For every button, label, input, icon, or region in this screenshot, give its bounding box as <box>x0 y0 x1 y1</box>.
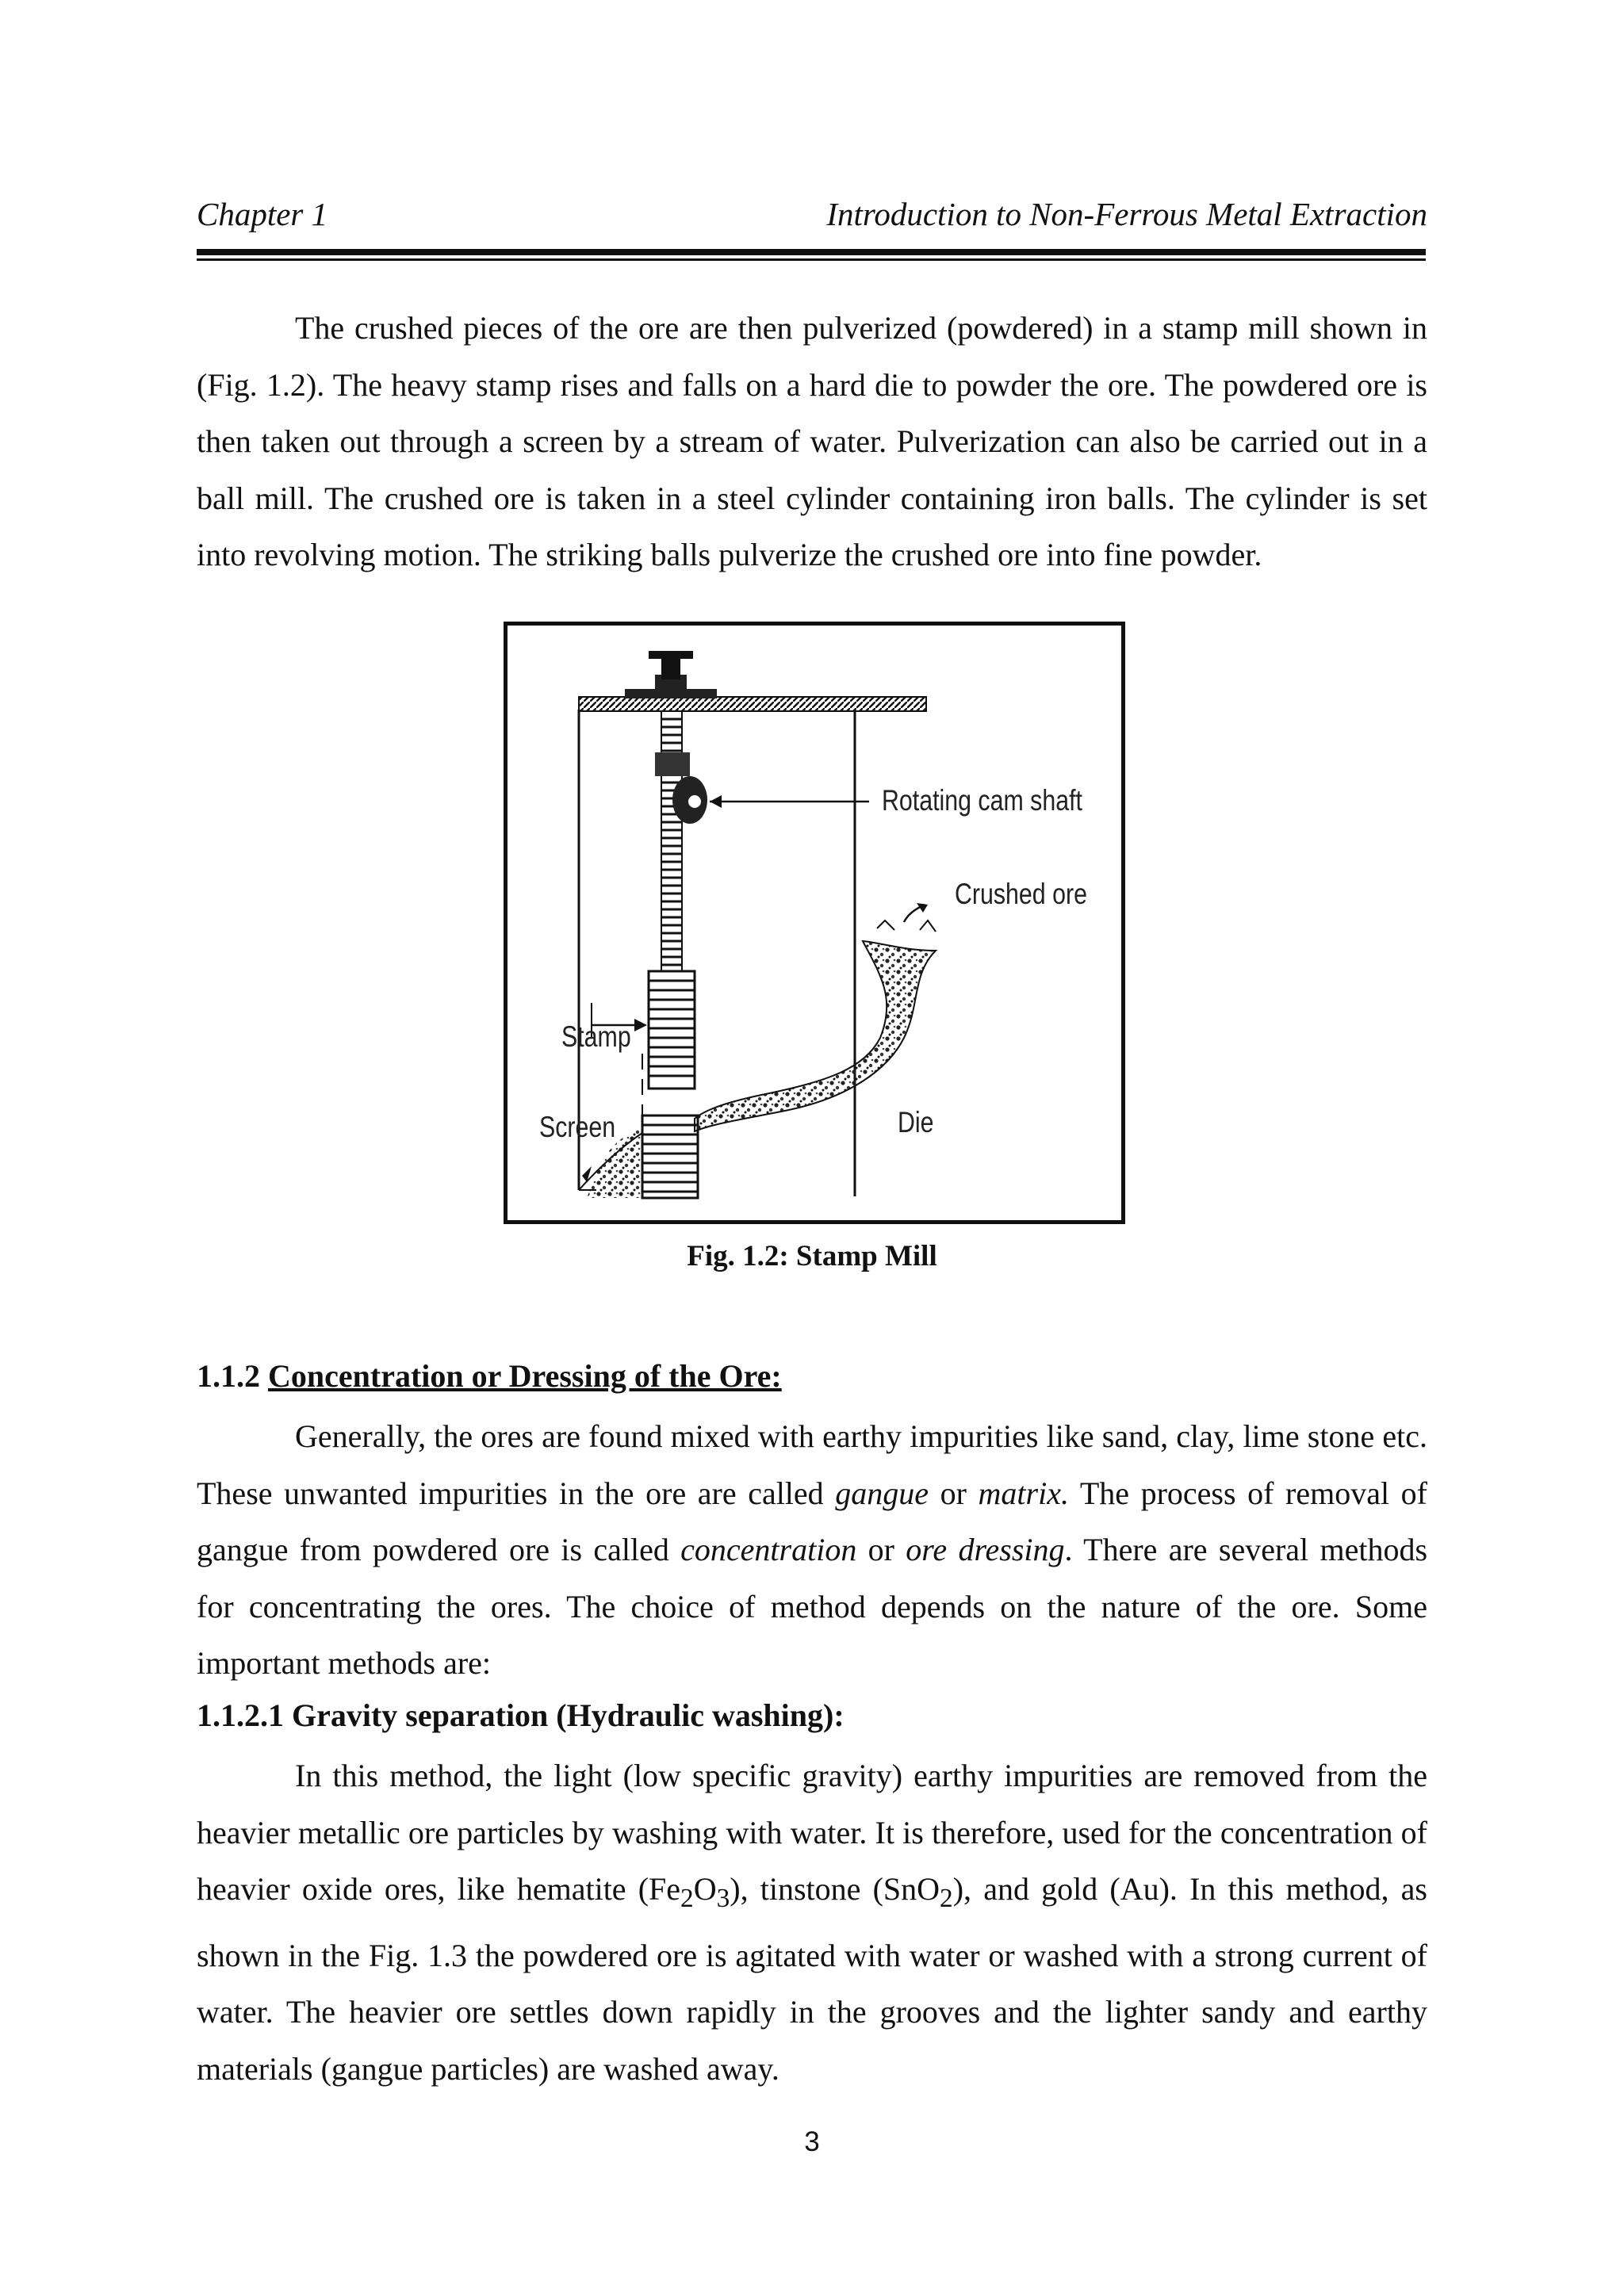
page-number: 3 <box>804 2126 820 2157</box>
header-rule-thick <box>197 249 1426 255</box>
section-title: Concentration or Dressing of the Ore: <box>268 1358 782 1394</box>
running-header <box>197 190 1427 238</box>
section-heading-1-1-2 <box>197 1357 782 1395</box>
text-run: or <box>856 1532 906 1567</box>
intro-paragraph: The crushed pieces of the ore are then pulverized (powdered) in a stamp mill shown in (Fig. 1.2). The heavy stamp rises and falls on a hard die to powder the ore. The powdered ore is then taken out through a screen by a stream of water. Pulverization can also be carried out in a ball mill. The crushed ore is taken in a steel cylinder containing iron balls. The cylinder is set into revolving motion. The striking balls pulverize the crushed ore into fine powder. <box>197 310 1427 572</box>
term-ore-dressing: ore dressing <box>906 1532 1065 1567</box>
label-rotating-cam-shaft: Rotating cam shaft <box>882 784 1082 817</box>
ore-chute <box>695 903 936 1131</box>
text-run: The process of removal of gangue from powdered ore is called <box>197 1475 1428 1567</box>
stamp-mill-figure <box>504 622 1125 1224</box>
text-run: O <box>693 1871 717 1907</box>
header-rule-thin <box>197 258 1426 261</box>
stamp-top-handle <box>625 651 717 698</box>
concentration-paragraph <box>197 1408 1427 1692</box>
section-heading-1-1-2-1: 1.1.2.1 Gravity separation (Hydraulic washing): <box>197 1697 845 1733</box>
header-title: Introduction to Non-Ferrous Metal Extraction <box>826 196 1427 232</box>
text-run: In this method, the light (low specific gravity) earthy impurities are removed from the heavier metallic ore particles by washing with water. It is therefore, used for the concentration of heavier oxide ores, like hematite (Fe <box>197 1758 1427 1907</box>
subscript: 2 <box>680 1884 694 1913</box>
cam-shaft <box>672 776 869 824</box>
subscript: 2 <box>940 1884 953 1913</box>
text-run: or <box>929 1475 979 1511</box>
text-run: ), and gold (Au). In this method, as shown in the Fig. 1.3 the powdered ore is agitated with water or washed with a strong current of water. The heavier ore settles down rapidly in the grooves and the lighter sandy and earthy materials (gangue particles) are washed away. <box>197 1871 1427 2087</box>
term-matrix: matrix. <box>978 1475 1069 1511</box>
text-run: . There are several methods for concentrating the ores. The choice of method depends on the nature of the ore. Some important methods are: <box>197 1532 1428 1681</box>
stamp-stem <box>655 711 690 973</box>
gravity-separation-paragraph <box>197 1747 1427 2097</box>
label-die: Die <box>898 1106 934 1138</box>
figure-caption: Fig. 1.2: Stamp Mill <box>687 1240 937 1272</box>
term-gangue: gangue <box>835 1475 929 1511</box>
term-concentration: concentration <box>680 1532 857 1567</box>
label-stamp: Stamp <box>561 1020 631 1053</box>
stamp-block <box>649 971 695 1089</box>
label-crushed-ore: Crushed ore <box>955 878 1087 910</box>
text-run: ), tinstone (SnO <box>730 1871 940 1907</box>
section-number: 1.1.2 <box>197 1358 260 1394</box>
text-run: Generally, the ores are found mixed with earthy impurities like sand, clay, lime stone etc. These unwanted impurities in the ore are called <box>197 1418 1427 1511</box>
header-chapter: Chapter 1 <box>197 196 328 232</box>
die-block <box>642 1115 698 1198</box>
subscript: 3 <box>716 1884 730 1913</box>
label-screen: Screen <box>539 1111 616 1143</box>
